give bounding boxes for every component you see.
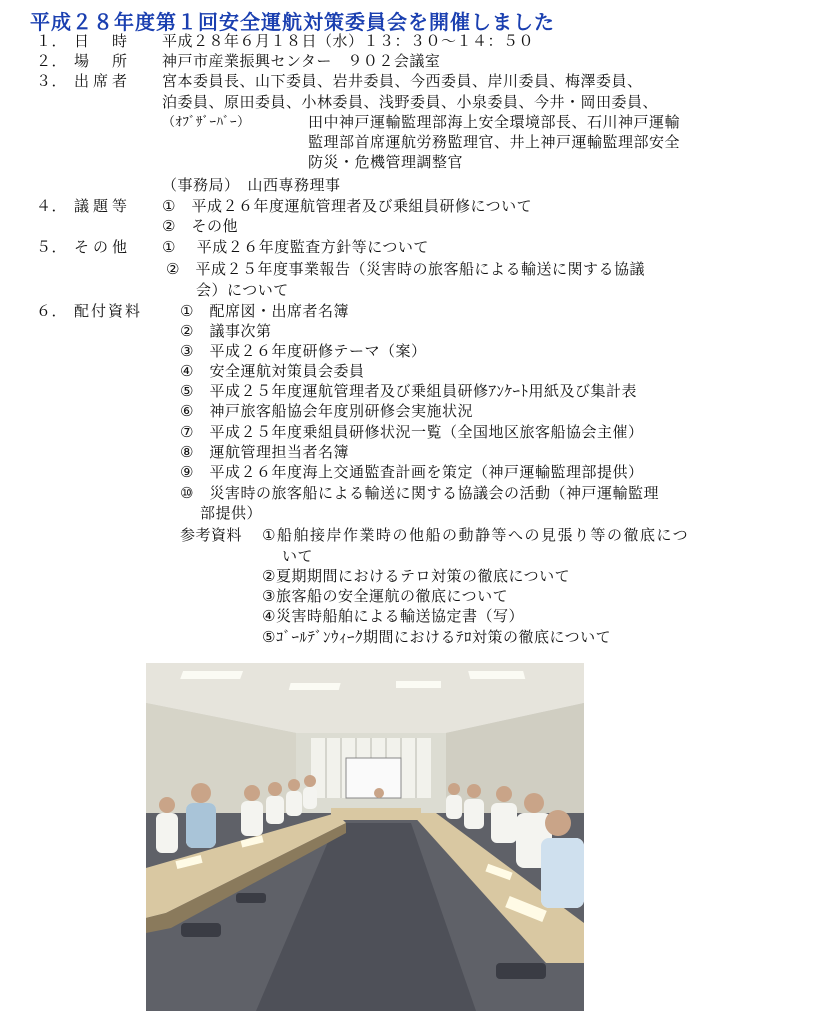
item-label: 配付資料 — [74, 302, 143, 320]
secretariat-line: （事務局） 山西専務理事 — [162, 176, 341, 194]
material-item: ② 議事次第 — [180, 322, 272, 340]
item-number: ４． — [36, 197, 68, 215]
attendees-line: 泊委員、原田委員、小林委員、浅野委員、小泉委員、今井・岡田委員、 — [162, 93, 659, 111]
material-item: ④ 安全運航対策員会委員 — [180, 362, 365, 380]
reference-item: ③旅客船の安全運航の徹底について — [262, 587, 509, 605]
meeting-photo — [146, 663, 584, 1011]
material-item: ⑦ 平成２５年度乗組員研修状況一覧（全国地区旅客船協会主催） — [180, 423, 644, 441]
material-item: ⑤ 平成２５年度運航管理者及び乗組員研修ｱﾝｹｰﾄ用紙及び集計表 — [180, 382, 637, 400]
agenda-item: ① 平成２６年度運航管理者及び乗組員研修について — [162, 197, 533, 215]
reference-label: 参考資料 — [180, 526, 243, 544]
attendees-line: 宮本委員長、山下委員、岩井委員、今西委員、岸川委員、梅澤委員、 — [162, 72, 643, 90]
reference-item: ②夏期期間におけるテロ対策の徹底について — [262, 567, 571, 585]
page-title: 平成２８年度第１回安全運航対策委員会を開催しました — [30, 10, 555, 34]
item-number: ６． — [36, 302, 68, 320]
item-label: 場 所 — [74, 52, 132, 70]
material-item: ① 配席図・出席者名簿 — [180, 302, 349, 320]
reference-item: いて — [282, 547, 314, 565]
meeting-room-illustration — [146, 663, 584, 1011]
item-number: ５． — [36, 238, 68, 256]
material-item: ⑧ 運航管理担当者名簿 — [180, 443, 349, 461]
other-item: ① 平成２６年度監査方針等について — [162, 238, 429, 256]
other-item: 会）について — [196, 281, 289, 299]
material-item: ⑩ 災害時の旅客船による輸送に関する協議会の活動（神戸運輸監理 — [180, 484, 659, 502]
material-item: ⑥ 神戸旅客船協会年度別研修会実施状況 — [180, 402, 473, 420]
agenda-item: ② その他 — [162, 217, 238, 235]
observer-line: 防災・危機管理調整官 — [308, 153, 464, 171]
item-label: 議題等 — [74, 197, 132, 215]
reference-item: ⑤ｺﾞｰﾙﾃﾞﾝｳｨｰｸ期間におけるﾃﾛ対策の徹底について — [262, 628, 612, 646]
observer-line: 監理部首席運航労務監理官、井上神戸運輸監理部安全 — [308, 133, 681, 151]
reference-item: ①船舶接岸作業時の他船の動静等への見張り等の徹底につ — [262, 526, 690, 544]
item-number: ３． — [36, 72, 68, 90]
item-label: 日 時 — [74, 32, 132, 50]
material-item: ③ 平成２６年度研修テーマ（案） — [180, 342, 427, 360]
date-value: 平成２８年６月１８日（水）１３：３０～１４：５０ — [162, 32, 535, 50]
observer-line: 田中神戸運輸監理部海上安全環境部長、石川神戸運輸 — [308, 113, 681, 131]
item-number: ２． — [36, 52, 68, 70]
material-item: 部提供） — [200, 504, 263, 522]
item-label: 出席者 — [74, 72, 132, 90]
item-number: １． — [36, 32, 68, 50]
other-item: ② 平成２５年度事業報告（災害時の旅客船による輸送に関する協議 — [166, 260, 645, 278]
place-value: 神戸市産業振興センター ９０２会議室 — [162, 52, 441, 70]
item-label: その他 — [74, 238, 132, 256]
reference-item: ④災害時船舶による輸送協定書（写） — [262, 607, 524, 625]
observer-label: （ｵﾌﾞｻﾞｰﾊﾞｰ） — [162, 115, 251, 130]
material-item: ⑨ 平成２６年度海上交通監査計画を策定（神戸運輸監理部提供） — [180, 463, 644, 481]
